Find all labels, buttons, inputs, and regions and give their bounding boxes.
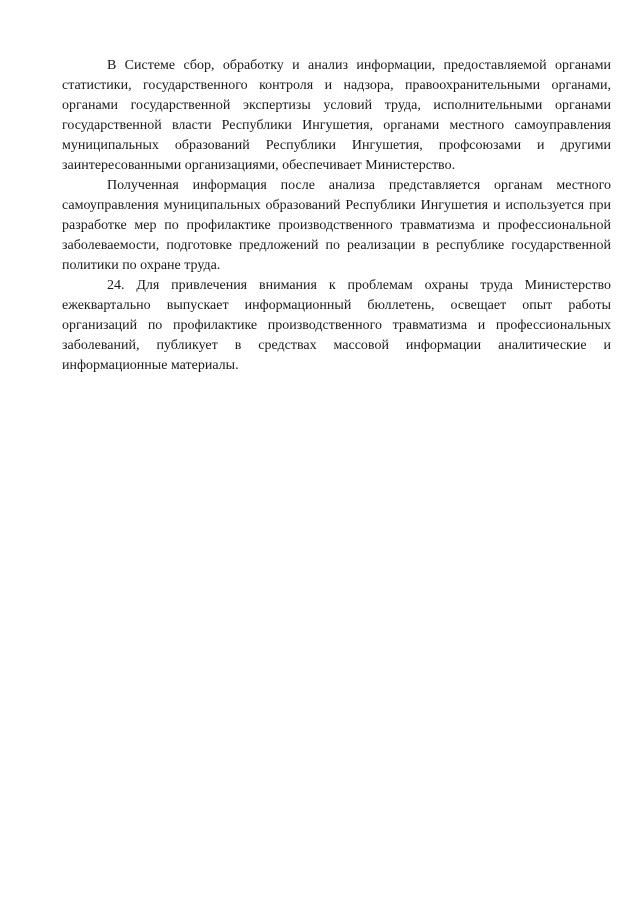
paragraph-information-usage: Полученная информация после анализа представляется органам местного самоуправления муниципальных образований Республики Ингушетия и используется при разработке мер по профилактике производственного травматизма и профессиональной заболеваемости, подготовке предложений по реализации в республике государственной политики по охране труда. <box>62 178 611 273</box>
paragraph-item-24: 24. Для привлечения внимания к проблемам охраны труда Министерство ежеквартально выпускает информационный бюллетень, освещает опыт работы организаций по профилактике производственного травматизма и профессиональных заболеваний, публикует в средствах массовой информации аналитические и информационные материалы. <box>62 278 611 373</box>
document-body <box>62 56 611 376</box>
paragraph-information-system: В Системе сбор, обработку и анализ информации, предоставляемой органами статистики, государственного контроля и надзора, правоохранительными органами, органами государственной экспертизы условий труда, исполнительными органами государственной власти Республики Ингушетия, органами местного самоуправления муниципальных образований Республики Ингушетия, профсоюзами и другими заинтересованными организациями, обеспечивает Министерство. <box>62 58 611 173</box>
